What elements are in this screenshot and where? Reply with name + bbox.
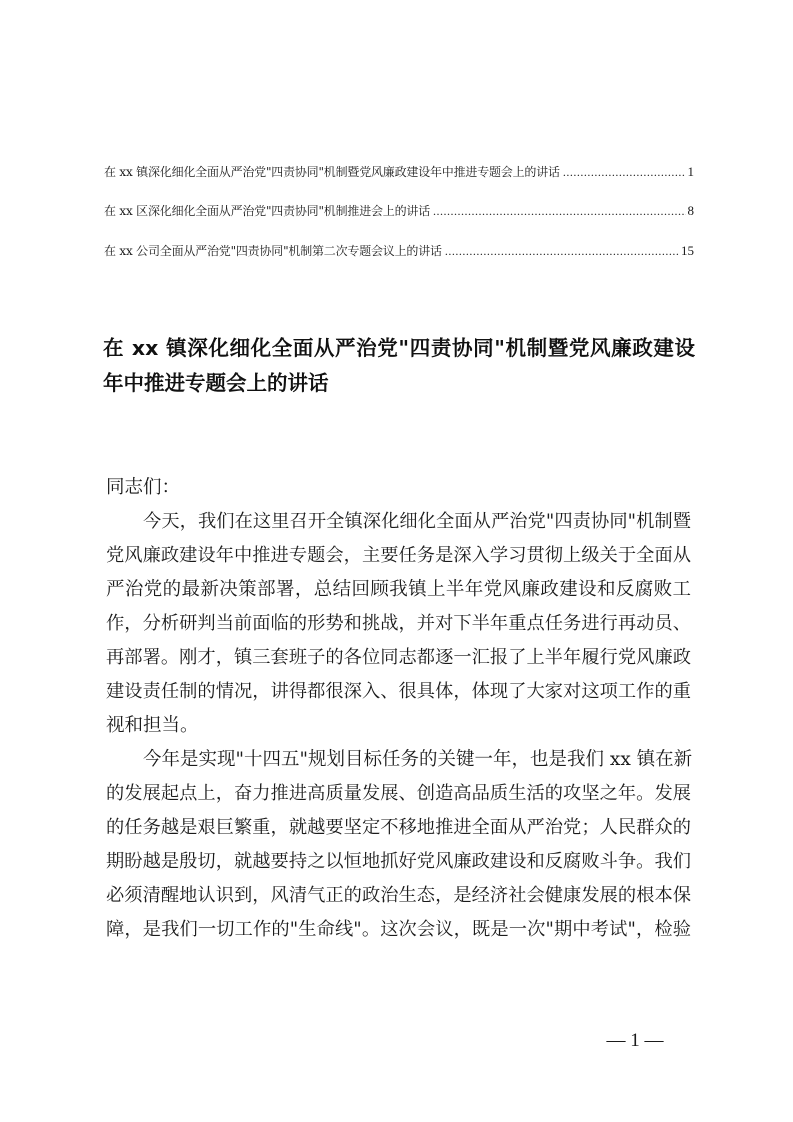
body-line: 视和担当。 bbox=[106, 715, 199, 736]
body-line: 严治党的最新决策部署，总结回顾我镇上半年党风廉政建设和反腐败工 bbox=[106, 579, 691, 600]
toc-leader-dots bbox=[563, 163, 686, 181]
toc-entry-page: 15 bbox=[681, 243, 694, 258]
body-line: 再部署。刚才，镇三套班子的各位同志都逐一汇报了上半年履行党风廉政 bbox=[106, 647, 691, 668]
document-title-line: 在 xx 镇深化细化全面从严治党"四责协同"机制暨党风廉政建设 bbox=[103, 336, 695, 360]
body-line: 的任务越是艰巨繁重，就越要坚定不移地推进全面从严治党；人民群众的 bbox=[106, 817, 691, 838]
body-line: 今年是实现"十四五"规划目标任务的关键一年，也是我们 xx 镇在新 bbox=[143, 749, 693, 770]
toc-entry-title: 在 xx 公司全面从严治党"四责协同"机制第二次专题会议上的讲话 bbox=[104, 244, 442, 258]
body-line: 作，分析研判当前面临的形势和挑战，并对下半年重点任务进行再动员、 bbox=[106, 613, 691, 634]
body-line: 建设责任制的情况，讲得都很深入、很具体，体现了大家对这项工作的重 bbox=[106, 681, 691, 702]
page-number: — 1 — bbox=[606, 1030, 664, 1051]
toc-entry[interactable] bbox=[104, 202, 694, 220]
document-title-line: 年中推进专题会上的讲话 bbox=[103, 371, 329, 395]
toc-entry-title: 在 xx 区深化细化全面从严治党"四责协同"机制推进会上的讲话 bbox=[104, 204, 431, 218]
body-line: 党风廉政建设年中推进专题会，主要任务是深入学习贯彻上级关于全面从 bbox=[106, 545, 691, 566]
toc-entry[interactable] bbox=[104, 163, 694, 181]
body-line: 障，是我们一切工作的"生命线"。这次会议，既是一次"期中考试"，检验 bbox=[106, 919, 691, 940]
body-line: 必须清醒地认识到，风清气正的政治生态，是经济社会健康发展的根本保 bbox=[106, 885, 691, 906]
body-line: 的发展起点上，奋力推进高质量发展、创造高品质生活的攻坚之年。发展 bbox=[106, 783, 691, 804]
salutation: 同志们： bbox=[106, 477, 181, 498]
toc-entry[interactable] bbox=[104, 242, 694, 260]
body-line: 今天，我们在这里召开全镇深化细化全面从严治党"四责协同"机制暨 bbox=[143, 511, 691, 532]
toc-entry-title: 在 xx 镇深化细化全面从严治党"四责协同"机制暨党风廉政建设年中推进专题会上的讲话 bbox=[104, 165, 560, 179]
body-line: 期盼越是殷切，就越要持之以恒地抓好党风廉政建设和反腐败斗争。我们 bbox=[106, 851, 691, 872]
toc-leader-dots bbox=[433, 202, 685, 220]
toc-entry-page: 1 bbox=[687, 164, 694, 179]
toc-entry-page: 8 bbox=[687, 203, 694, 218]
toc-leader-dots bbox=[445, 242, 679, 260]
